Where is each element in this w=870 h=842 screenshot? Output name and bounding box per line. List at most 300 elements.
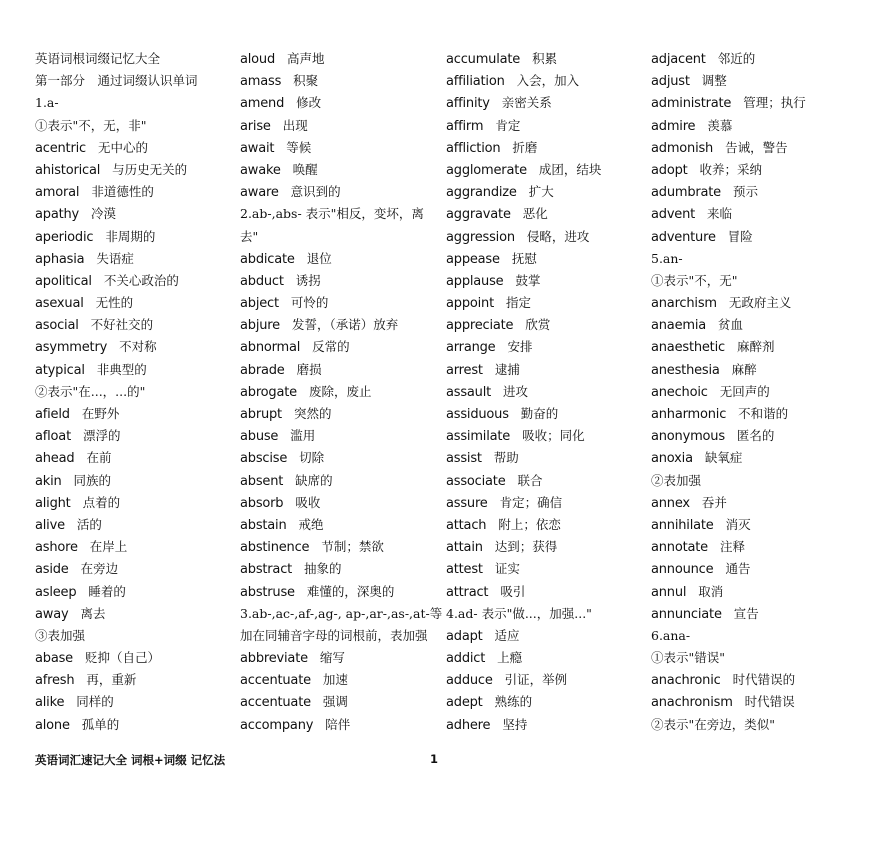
vocab-word: asexual xyxy=(35,296,84,312)
vocab-entry xyxy=(446,558,646,580)
vocab-entry xyxy=(446,470,646,492)
vocab-word: administrate xyxy=(651,96,732,112)
vocab-entry xyxy=(651,581,851,603)
heading-text: ③表加强 xyxy=(35,627,86,643)
vocab-meaning: 安排 xyxy=(507,339,533,355)
vocab-word: abstruse xyxy=(240,584,295,600)
vocab-entry xyxy=(35,514,235,536)
vocab-meaning: 无性的 xyxy=(95,295,134,311)
vocab-meaning: 鼓掌 xyxy=(515,272,541,288)
vocab-word: adventure xyxy=(651,229,716,245)
vocab-word: arrange xyxy=(446,340,496,356)
vocab-meaning: 诱拐 xyxy=(295,272,321,288)
vocab-meaning: 戒绝 xyxy=(298,516,324,532)
vocab-word: accentuate xyxy=(240,695,311,711)
vocab-entry xyxy=(240,691,430,713)
vocab-word: adhere xyxy=(446,717,491,733)
vocab-meaning: 亲密关系 xyxy=(501,95,552,111)
heading-text: ②表示"在...，...的" xyxy=(35,383,146,399)
footer-title: 英语词汇速记大全 词根+词缀 记忆法 xyxy=(35,753,226,767)
vocab-meaning: 麻醉剂 xyxy=(736,339,775,355)
vocab-word: accumulate xyxy=(446,52,521,67)
vocab-entry xyxy=(446,248,646,270)
vocab-meaning: 在旁边 xyxy=(80,561,119,577)
vocab-word: abstract xyxy=(240,562,293,578)
vocab-entry xyxy=(651,292,851,314)
vocab-word: abrupt xyxy=(240,407,282,422)
vocab-word: aggravate xyxy=(446,207,511,223)
vocab-entry xyxy=(651,159,851,181)
vocab-word: ahistorical xyxy=(35,162,101,178)
vocab-entry xyxy=(651,691,851,713)
column-2 xyxy=(240,48,443,736)
vocab-entry xyxy=(35,359,235,381)
vocab-entry xyxy=(651,70,851,92)
heading-text: 3.ab-,ac-,af-,ag-, ap-,ar-,as-,at-等 xyxy=(240,605,443,621)
vocab-word: attach xyxy=(446,517,487,533)
vocab-word: annex xyxy=(651,495,690,511)
heading-text: 5.an- xyxy=(651,250,683,266)
vocab-entry xyxy=(240,558,430,580)
vocab-entry xyxy=(651,558,851,580)
vocab-meaning: 活的 xyxy=(76,516,102,532)
vocab-entry xyxy=(446,336,646,358)
vocab-word: anachronism xyxy=(651,695,733,711)
vocab-meaning: 来临 xyxy=(707,206,733,222)
vocab-word: affirm xyxy=(446,118,484,134)
vocab-meaning: 难懂的，深奥的 xyxy=(306,583,395,599)
vocab-entry xyxy=(240,514,430,536)
vocab-word: abjure xyxy=(240,318,280,334)
vocab-meaning: 扩大 xyxy=(528,184,554,200)
vocab-meaning: 在野外 xyxy=(81,406,120,421)
vocab-entry xyxy=(651,536,851,558)
vocab-meaning: 吸收 xyxy=(295,494,321,510)
vocab-word: adept xyxy=(446,695,483,711)
vocab-meaning: 通告 xyxy=(725,561,751,577)
heading-text: ②表加强 xyxy=(651,472,702,488)
vocab-entry xyxy=(35,603,235,625)
vocab-meaning: 无回声的 xyxy=(719,383,770,399)
vocab-meaning: 唤醒 xyxy=(292,161,318,177)
vocab-meaning: 贬抑（自己） xyxy=(84,650,160,666)
vocab-word: absent xyxy=(240,473,284,489)
vocab-word: aside xyxy=(35,562,69,578)
vocab-entry xyxy=(651,226,851,248)
vocab-meaning: 不好社交的 xyxy=(90,317,154,333)
vocab-meaning: 勤奋的 xyxy=(520,406,559,421)
vocab-entry xyxy=(446,714,646,736)
vocab-word: abstinence xyxy=(240,540,310,556)
vocab-entry xyxy=(240,359,430,381)
heading-text: ①表示"不，无，非" xyxy=(35,117,147,133)
vocab-meaning: 节制；禁欲 xyxy=(321,539,384,555)
vocab-word: affinity xyxy=(446,96,490,112)
vocab-meaning: 管理；执行 xyxy=(743,95,806,111)
vocab-meaning: 非道德性的 xyxy=(91,184,154,200)
vocab-entry xyxy=(651,514,851,536)
vocab-meaning: 磨损 xyxy=(296,361,322,377)
vocab-meaning: 无政府主义 xyxy=(728,295,792,311)
vocab-word: alight xyxy=(35,495,71,511)
vocab-entry xyxy=(651,314,851,336)
vocab-meaning: 加速 xyxy=(322,672,348,688)
vocab-word: amass xyxy=(240,74,282,90)
vocab-word: attain xyxy=(446,540,483,556)
vocab-word: appreciate xyxy=(446,318,514,334)
column-1 xyxy=(35,48,235,736)
vocab-meaning: 睡着的 xyxy=(88,583,126,599)
vocab-word: adopt xyxy=(651,162,688,178)
vocab-word: aloud xyxy=(240,52,276,67)
vocab-word: awake xyxy=(240,162,281,178)
vocab-entry xyxy=(35,447,235,469)
vocab-meaning: 时代错误 xyxy=(744,694,795,710)
vocab-meaning: 帮助 xyxy=(493,450,519,466)
vocab-entry xyxy=(35,669,235,691)
vocab-entry xyxy=(446,425,646,447)
vocab-meaning: 高声地 xyxy=(287,51,325,66)
vocab-entry xyxy=(240,403,430,425)
vocab-word: asocial xyxy=(35,318,79,334)
vocab-entry xyxy=(35,691,235,713)
vocab-meaning: 折磨 xyxy=(512,139,538,155)
vocab-word: assure xyxy=(446,495,488,511)
vocab-meaning: 强调 xyxy=(322,694,348,710)
vocab-meaning: 联合 xyxy=(517,472,543,488)
vocab-entry xyxy=(240,447,430,469)
vocab-entry xyxy=(240,381,430,403)
vocab-entry xyxy=(446,226,646,248)
vocab-meaning: 进攻 xyxy=(503,383,529,399)
section-heading xyxy=(35,381,235,403)
heading-text: ①表示"不，无" xyxy=(651,272,738,288)
vocab-entry xyxy=(446,115,646,137)
vocab-word: adduce xyxy=(446,673,493,689)
vocab-word: anoxia xyxy=(651,451,693,467)
vocab-word: anarchism xyxy=(651,296,717,312)
vocab-word: apolitical xyxy=(35,273,92,289)
vocab-meaning: 再，重新 xyxy=(86,672,137,688)
vocab-word: attest xyxy=(446,562,483,578)
vocab-entry xyxy=(651,492,851,514)
vocab-entry xyxy=(446,203,646,225)
section-heading xyxy=(240,625,430,647)
vocab-meaning: 逮捕 xyxy=(494,361,520,377)
section-heading xyxy=(35,48,235,70)
vocab-entry xyxy=(240,270,430,292)
vocab-entry xyxy=(240,314,430,336)
vocab-meaning: 失语症 xyxy=(96,250,134,266)
vocab-word: annul xyxy=(651,584,687,600)
vocab-entry xyxy=(446,403,646,425)
vocab-word: adapt xyxy=(446,628,483,644)
vocab-meaning: 熟练的 xyxy=(494,694,533,710)
vocab-entry xyxy=(240,48,430,70)
vocab-entry xyxy=(446,381,646,403)
vocab-word: atypical xyxy=(35,362,85,378)
vocab-meaning: 取消 xyxy=(698,583,724,599)
vocab-meaning: 在前 xyxy=(86,450,112,466)
vocab-meaning: 指定 xyxy=(505,295,531,311)
vocab-word: associate xyxy=(446,473,506,489)
vocab-entry xyxy=(240,292,430,314)
heading-text: 英语词根词缀记忆大全 xyxy=(35,51,161,66)
vocab-word: abrade xyxy=(240,362,285,378)
vocab-word: abduct xyxy=(240,273,284,289)
vocab-meaning: 吸收；同化 xyxy=(522,428,585,444)
vocab-meaning: 离去 xyxy=(80,605,106,621)
vocab-entry xyxy=(240,248,430,270)
vocab-meaning: 抽象的 xyxy=(304,561,342,577)
section-heading xyxy=(35,625,235,647)
heading-text: ②表示"在旁边，类似" xyxy=(651,716,775,732)
vocab-word: anaemia xyxy=(651,318,707,334)
vocab-word: anachronic xyxy=(651,673,721,689)
vocab-entry xyxy=(35,425,235,447)
vocab-entry xyxy=(446,581,646,603)
vocab-meaning: 反常的 xyxy=(312,339,350,355)
heading-text: 去" xyxy=(240,228,259,244)
vocab-word: adumbrate xyxy=(651,185,721,201)
vocab-word: aphasia xyxy=(35,251,85,267)
vocab-entry xyxy=(35,536,235,558)
vocab-entry xyxy=(35,292,235,314)
vocab-meaning: 羡慕 xyxy=(707,117,733,133)
vocab-entry xyxy=(240,181,430,203)
vocab-entry xyxy=(240,492,430,514)
vocab-entry xyxy=(35,581,235,603)
section-heading xyxy=(35,115,235,137)
vocab-word: amend xyxy=(240,96,285,112)
vocab-entry xyxy=(651,669,851,691)
vocab-entry xyxy=(446,159,646,181)
page-number: 1 xyxy=(430,752,439,766)
vocab-meaning: 修改 xyxy=(296,95,322,111)
vocab-meaning: 非典型的 xyxy=(96,361,147,377)
vocab-entry xyxy=(446,181,646,203)
vocab-meaning: 坚持 xyxy=(502,716,528,732)
vocab-word: arise xyxy=(240,118,271,134)
vocab-word: abdicate xyxy=(240,251,295,267)
vocab-meaning: 突然的 xyxy=(293,406,332,421)
heading-text: 加在同辅音字母的词根前，表加强 xyxy=(240,627,428,643)
vocab-entry xyxy=(651,603,851,625)
vocab-entry xyxy=(240,336,430,358)
vocab-word: alive xyxy=(35,517,65,533)
vocab-entry xyxy=(35,470,235,492)
vocab-entry xyxy=(240,70,430,92)
vocab-word: amoral xyxy=(35,185,80,201)
vocab-word: aware xyxy=(240,185,279,201)
vocab-meaning: 恶化 xyxy=(522,206,548,222)
vocab-entry xyxy=(35,336,235,358)
vocab-meaning: 调整 xyxy=(701,73,727,89)
vocab-meaning: 侵略，进攻 xyxy=(526,228,590,244)
vocab-word: adjust xyxy=(651,74,690,90)
vocab-meaning: 告诫，警告 xyxy=(725,139,788,155)
vocab-word: anharmonic xyxy=(651,407,727,422)
vocab-entry xyxy=(240,647,430,669)
vocab-meaning: 缺席的 xyxy=(295,472,333,488)
vocab-meaning: 非周期的 xyxy=(105,228,156,244)
vocab-meaning: 不关心政治的 xyxy=(103,272,179,288)
vocab-word: absorb xyxy=(240,495,284,511)
vocab-entry xyxy=(446,270,646,292)
vocab-entry xyxy=(240,470,430,492)
vocab-meaning: 废除，废止 xyxy=(308,383,372,399)
vocab-meaning: 积累 xyxy=(532,51,558,66)
vocab-entry xyxy=(35,137,235,159)
vocab-meaning: 达到；获得 xyxy=(494,539,558,555)
vocab-entry xyxy=(35,403,235,425)
section-heading xyxy=(651,625,851,647)
vocab-word: afield xyxy=(35,407,70,422)
vocab-word: alone xyxy=(35,717,70,733)
vocab-entry xyxy=(240,536,430,558)
vocab-entry xyxy=(35,248,235,270)
vocab-meaning: 意识到的 xyxy=(290,184,341,200)
section-heading xyxy=(240,203,430,225)
vocab-meaning: 收养；采纳 xyxy=(699,161,763,177)
vocab-word: appoint xyxy=(446,296,494,312)
vocab-word: affliction xyxy=(446,140,501,156)
column-3 xyxy=(446,48,646,736)
vocab-meaning: 抚慰 xyxy=(511,250,537,266)
vocab-meaning: 切除 xyxy=(299,450,325,466)
vocab-entry xyxy=(446,647,646,669)
vocab-meaning: 时代错误的 xyxy=(732,672,796,688)
vocab-meaning: 发誓，（承诺）放弃 xyxy=(291,317,399,333)
vocab-word: await xyxy=(240,140,275,156)
vocab-word: assiduous xyxy=(446,407,509,422)
vocab-word: asleep xyxy=(35,584,77,600)
vocab-entry xyxy=(35,181,235,203)
vocab-meaning: 宣告 xyxy=(733,605,759,621)
vocab-entry xyxy=(35,492,235,514)
vocab-entry xyxy=(35,270,235,292)
section-heading xyxy=(35,70,235,92)
vocab-entry xyxy=(446,314,646,336)
heading-text: 第一部分 通过词缀认识单词 xyxy=(35,73,198,89)
vocab-entry xyxy=(240,115,430,137)
vocab-entry xyxy=(35,714,235,736)
vocab-meaning: 在岸上 xyxy=(89,539,128,555)
vocab-word: abstain xyxy=(240,517,287,533)
vocab-entry xyxy=(651,359,851,381)
vocab-word: afloat xyxy=(35,429,71,445)
vocab-meaning: 孤单的 xyxy=(81,716,120,732)
vocab-word: ashore xyxy=(35,540,78,556)
vocab-meaning: 积聚 xyxy=(293,73,319,89)
vocab-entry xyxy=(651,48,851,70)
vocab-word: accentuate xyxy=(240,673,311,689)
vocab-entry xyxy=(35,647,235,669)
vocab-meaning: 出现 xyxy=(282,117,308,133)
vocab-meaning: 邻近的 xyxy=(717,51,756,66)
vocab-meaning: 可怜的 xyxy=(290,295,329,311)
vocab-word: announce xyxy=(651,562,714,578)
vocab-meaning: 与历史无关的 xyxy=(112,161,188,177)
vocab-meaning: 适应 xyxy=(494,627,520,643)
vocab-meaning: 不对称 xyxy=(119,339,157,355)
vocab-word: aggression xyxy=(446,229,515,245)
vocab-entry xyxy=(446,137,646,159)
vocab-meaning: 注释 xyxy=(719,539,745,555)
vocab-word: anechoic xyxy=(651,384,708,400)
section-heading xyxy=(240,603,443,625)
vocab-word: accompany xyxy=(240,717,314,733)
vocab-word: anesthesia xyxy=(651,362,720,378)
vocab-entry xyxy=(240,92,430,114)
vocab-meaning: 上瘾 xyxy=(497,650,523,666)
vocab-entry xyxy=(446,669,646,691)
vocab-word: addict xyxy=(446,651,486,667)
section-heading xyxy=(35,92,235,114)
vocab-word: agglomerate xyxy=(446,162,527,178)
vocab-entry xyxy=(651,92,851,114)
vocab-entry xyxy=(446,514,646,536)
vocab-word: attract xyxy=(446,584,489,600)
vocab-word: anonymous xyxy=(651,429,725,445)
vocab-word: alike xyxy=(35,695,65,711)
vocab-word: annunciate xyxy=(651,606,722,622)
vocab-meaning: 冷漠 xyxy=(91,206,117,222)
vocab-word: abnormal xyxy=(240,340,301,356)
vocab-word: aperiodic xyxy=(35,229,94,245)
vocab-word: abase xyxy=(35,651,73,667)
vocab-meaning: 滥用 xyxy=(290,428,316,444)
vocab-meaning: 预示 xyxy=(732,184,758,200)
vocab-entry xyxy=(651,137,851,159)
vocab-meaning: 消灭 xyxy=(725,516,751,532)
vocab-entry xyxy=(651,425,851,447)
section-heading xyxy=(446,603,646,625)
vocab-meaning: 引证，举例 xyxy=(504,672,568,688)
vocab-word: ahead xyxy=(35,451,75,467)
vocab-entry xyxy=(240,159,430,181)
vocab-word: abject xyxy=(240,296,279,312)
section-heading xyxy=(651,714,851,736)
vocab-meaning: 成团，结块 xyxy=(538,161,602,177)
vocab-entry xyxy=(651,403,851,425)
vocab-meaning: 肯定；确信 xyxy=(499,494,563,510)
vocab-word: assimilate xyxy=(446,429,511,445)
vocab-word: appease xyxy=(446,251,500,267)
vocab-word: assault xyxy=(446,384,492,400)
vocab-word: abscise xyxy=(240,451,288,467)
vocab-entry xyxy=(446,447,646,469)
vocab-entry xyxy=(35,159,235,181)
vocab-entry xyxy=(240,669,430,691)
vocab-entry xyxy=(35,226,235,248)
vocab-meaning: 入会，加入 xyxy=(516,73,580,89)
vocab-meaning: 附上；依恋 xyxy=(498,516,561,532)
vocab-entry xyxy=(446,536,646,558)
vocab-entry xyxy=(651,181,851,203)
vocab-meaning: 缺氧症 xyxy=(704,450,743,466)
vocab-entry xyxy=(651,447,851,469)
vocab-entry xyxy=(446,691,646,713)
vocab-word: assist xyxy=(446,451,482,467)
vocab-meaning: 吸引 xyxy=(500,583,526,599)
vocab-meaning: 不和谐的 xyxy=(738,406,789,421)
heading-text: 4.ad- 表示"做...，加强..." xyxy=(446,605,592,621)
vocab-entry xyxy=(35,203,235,225)
vocab-word: annihilate xyxy=(651,517,714,533)
vocab-entry xyxy=(35,314,235,336)
heading-text: ①表示"错误" xyxy=(651,650,725,666)
